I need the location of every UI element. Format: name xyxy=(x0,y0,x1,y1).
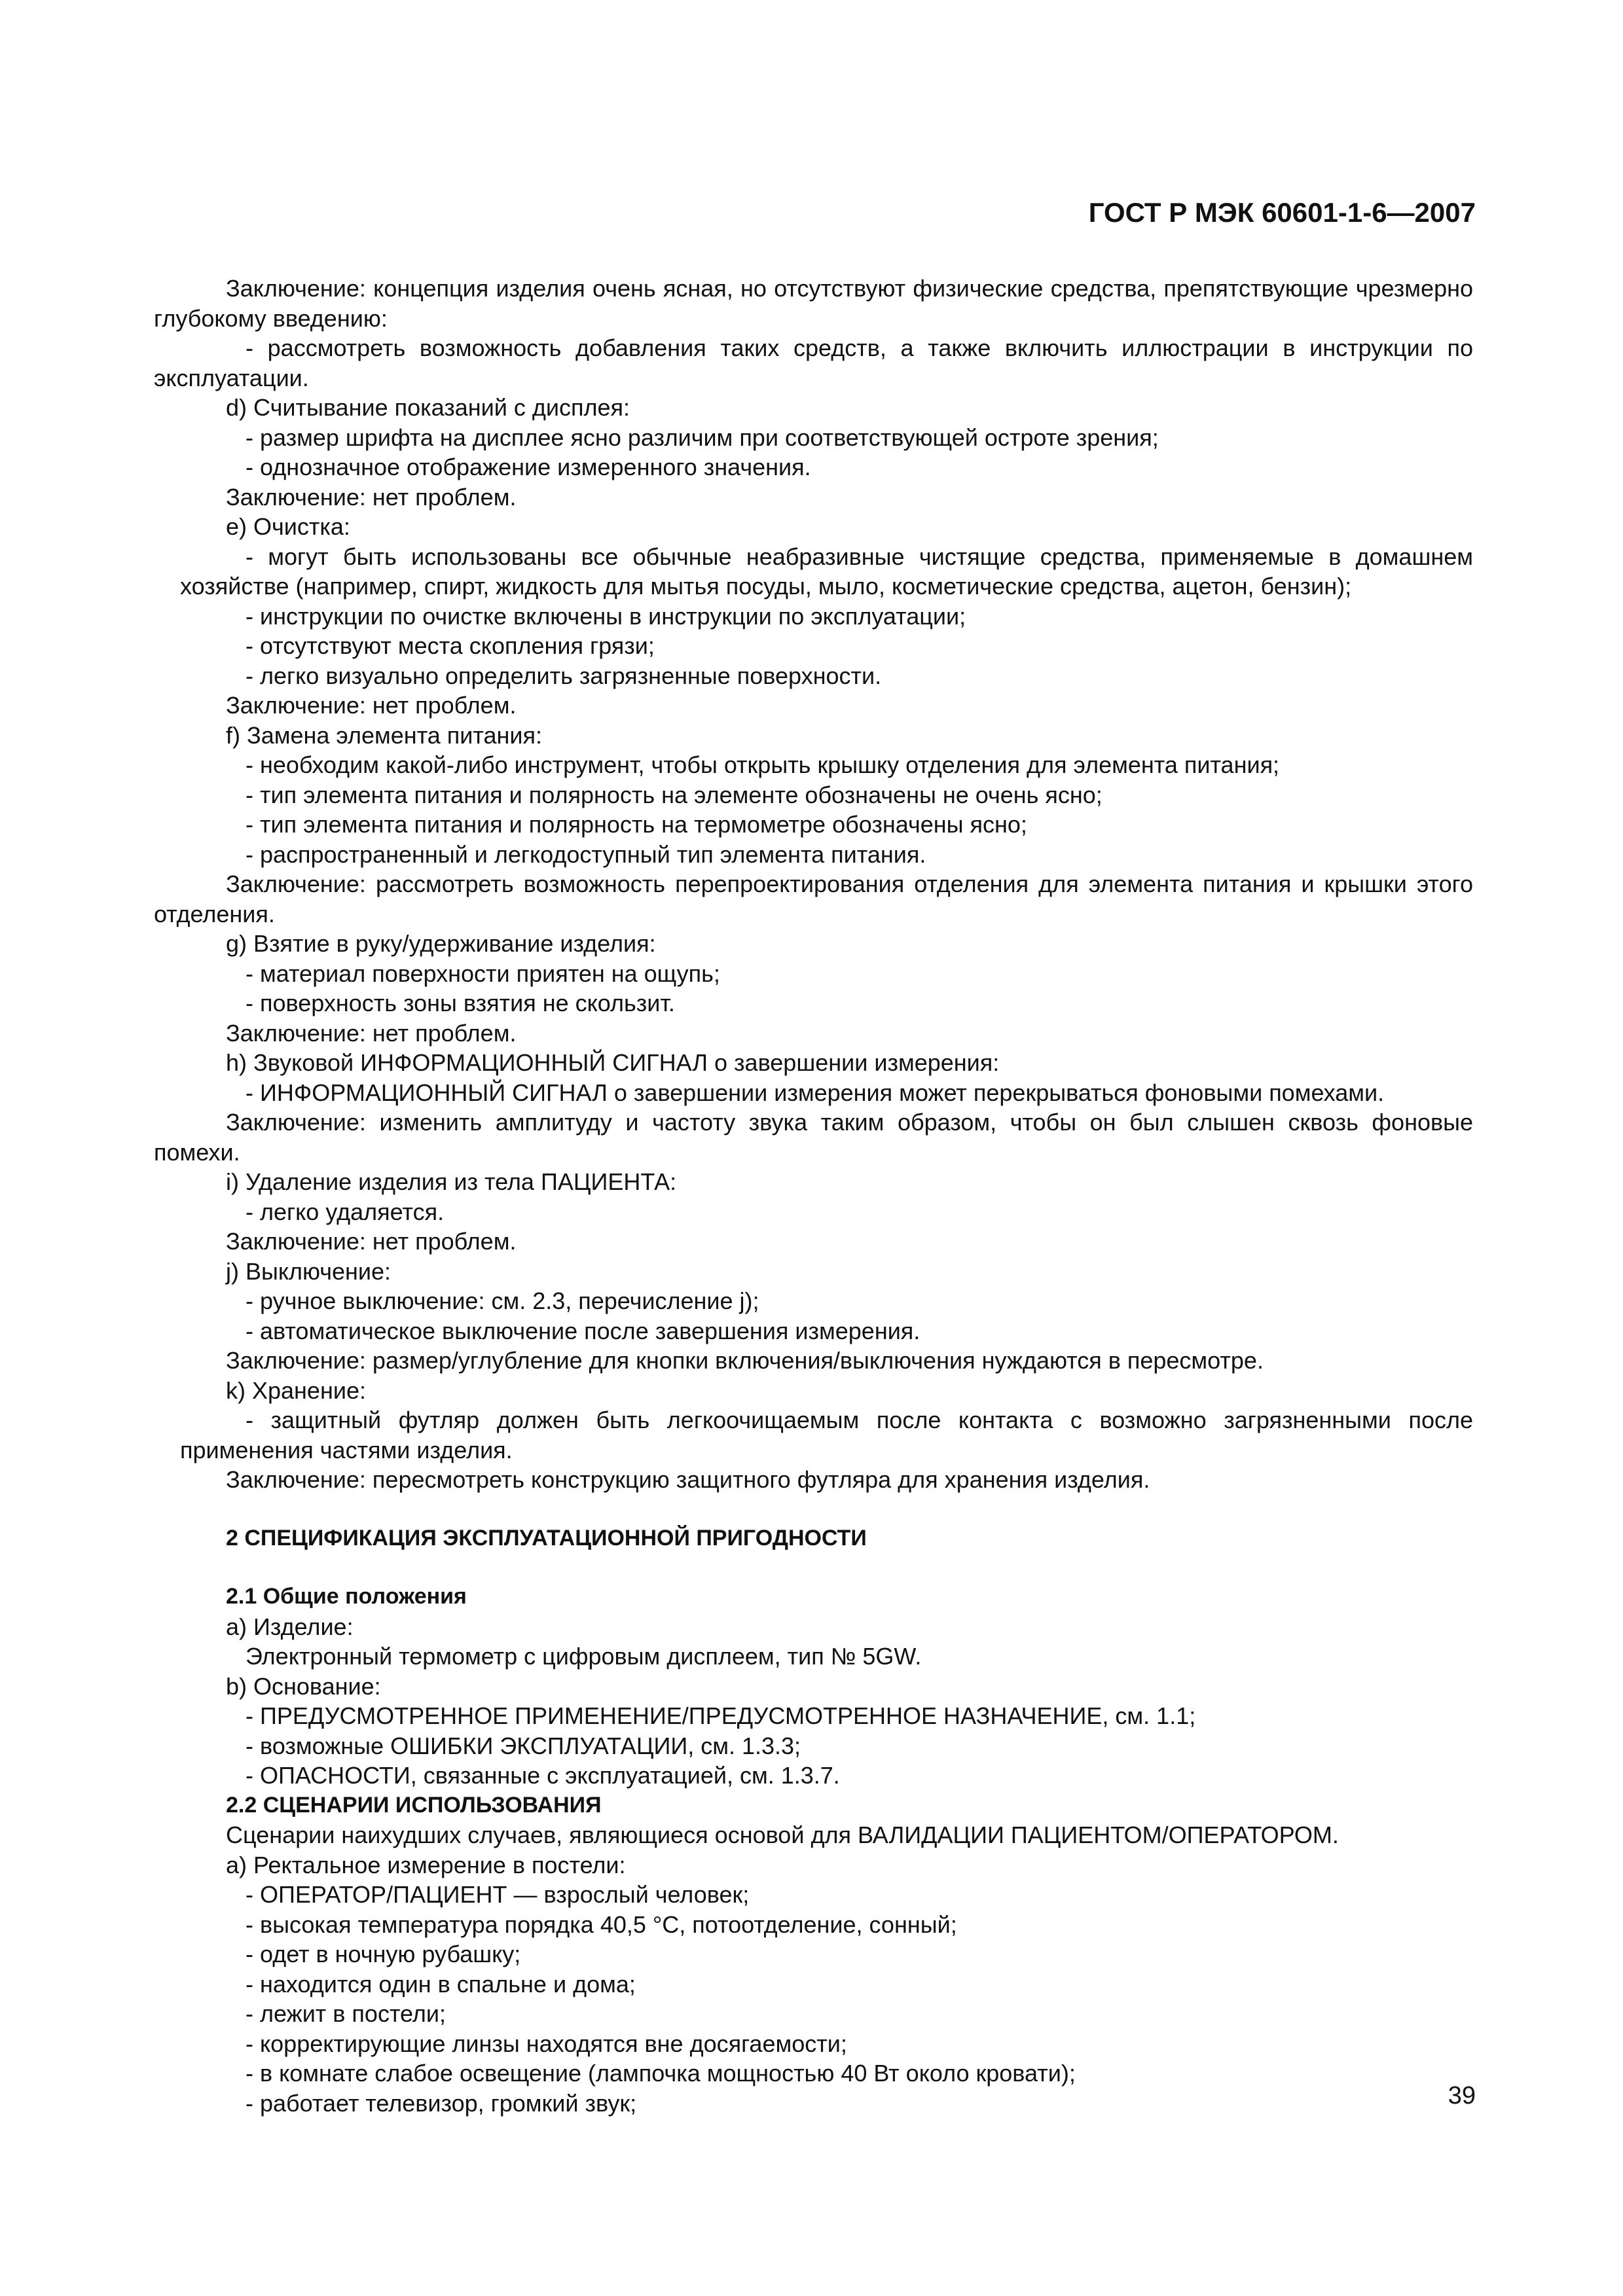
document-code-header: ГОСТ Р МЭК 60601-1-6—2007 xyxy=(1088,197,1476,228)
item-heading: d) Считывание показаний с дисплея: xyxy=(226,394,630,421)
list-item: - ОПЕРАТОР/ПАЦИЕНТ — взрослый человек; xyxy=(246,1881,750,1908)
list-item: - автоматическое выключение после завершения измерения. xyxy=(246,1317,921,1344)
item-heading: j) Выключение: xyxy=(226,1257,392,1285)
page-number: 39 xyxy=(1448,2082,1476,2109)
paragraph-conclusion: Заключение: нет проблем. xyxy=(226,483,517,511)
list-item: - ручное выключение: см. 2.3, перечисление j); xyxy=(246,1287,759,1314)
paragraph-conclusion: Заключение: размер/углубление для кнопки включения/выключения нуждаются в пересмотре. xyxy=(226,1347,1264,1374)
section-heading: 2 СПЕЦИФИКАЦИЯ ЭКСПЛУАТАЦИОННОЙ ПРИГОДНОСТИ xyxy=(226,1525,867,1551)
list-item: - в комнате слабое освещение (лампочка мощностью 40 Вт около кровати); xyxy=(246,2060,1076,2087)
list-item: - высокая температура порядка 40,5 °С, потоотделение, сонный; xyxy=(246,1910,957,1938)
list-item: - одет в ночную рубашку; xyxy=(246,1941,521,1967)
paragraph: Электронный термометр с цифровым дисплеем, тип № 5GW. xyxy=(246,1643,922,1670)
item-heading: a) Ректальное измерение в постели: xyxy=(226,1851,626,1878)
list-item: - распространенный и легкодоступный тип элемента питания. xyxy=(246,840,926,868)
list-item: - защитный футляр должен быть легкоочищаемым после контакта с возможно загрязненными после применения частями изделия. xyxy=(180,1407,1473,1463)
list-item: - однозначное отображение измеренного значения. xyxy=(246,454,811,480)
item-heading: e) Очистка: xyxy=(226,513,350,540)
list-item: - ПРЕДУСМОТРЕННОЕ ПРИМЕНЕНИЕ/ПРЕДУСМОТРЕННОЕ НАЗНАЧЕНИЕ, см. 1.1; xyxy=(246,1702,1196,1729)
list-item: - необходим какой-либо инструмент, чтобы открыть крышку отделения для элемента питания; xyxy=(246,751,1280,778)
list-item: - работает телевизор, громкий звук; xyxy=(246,2089,637,2117)
item-heading: k) Хранение: xyxy=(226,1376,366,1404)
list-item: - тип элемента питания и полярность на элементе обозначены не очень ясно; xyxy=(246,781,1103,808)
list-item: - размер шрифта на дисплее ясно различим при соответствующей остроте зрения; xyxy=(246,423,1159,451)
paragraph-conclusion: Заключение: концепция изделия очень ясная, но отсутствуют физические средства, препятствующие чрезмерно глубокому введению: xyxy=(154,275,1473,332)
list-item: - рассмотреть возможность добавления таких средств, а также включить иллюстрации в инструкции по эксплуатации. xyxy=(154,334,1473,391)
list-item: - ОПАСНОСТИ, связанные с эксплуатацией, см. 1.3.7. xyxy=(246,1762,840,1789)
subsection-heading: 2.1 Общие положения xyxy=(226,1584,467,1609)
list-item: - корректирующие линзы находятся вне досягаемости; xyxy=(246,2030,847,2057)
item-heading: i) Удаление изделия из тела ПАЦИЕНТА: xyxy=(226,1168,677,1195)
list-item: - могут быть использованы все обычные неабразивные чистящие средства, применяемые в домашнем хозяйстве (например, спирт, жидкость для мытья посуды, мыло, косметические средства, ацетон, бензин); xyxy=(180,543,1473,600)
paragraph-conclusion: Заключение: нет проблем. xyxy=(226,1019,517,1047)
paragraph-conclusion: Заключение: изменить амплитуду и частоту звука таким образом, чтобы он был слышен сквозь фоновые помехи. xyxy=(154,1109,1473,1166)
item-heading: g) Взятие в руку/удерживание изделия: xyxy=(226,930,656,957)
list-item: - ИНФОРМАЦИОННЫЙ СИГНАЛ о завершении измерения может перекрываться фоновыми помехами. xyxy=(246,1079,1385,1106)
item-heading: b) Основание: xyxy=(226,1672,381,1700)
list-item: - инструкции по очистке включены в инструкции по эксплуатации; xyxy=(246,602,966,630)
list-item: - тип элемента питания и полярность на термометре обозначены ясно; xyxy=(246,811,1027,838)
item-heading: h) Звуковой ИНФОРМАЦИОННЫЙ СИГНАЛ о завершении измерения: xyxy=(226,1049,1000,1076)
paragraph-conclusion: Заключение: нет проблем. xyxy=(226,692,517,719)
list-item: - лежит в постели; xyxy=(246,2000,446,2027)
list-item: - легко визуально определить загрязненные поверхности. xyxy=(246,662,882,689)
paragraph: Сценарии наихудших случаев, являющиеся основой для ВАЛИДАЦИИ ПАЦИЕНТОМ/ОПЕРАТОРОМ. xyxy=(226,1821,1339,1848)
paragraph-conclusion: Заключение: нет проблем. xyxy=(226,1228,517,1255)
list-item: - легко удаляется. xyxy=(246,1198,445,1225)
paragraph-conclusion: Заключение: рассмотреть возможность перепроектирования отделения для элемента питания и крышки этого отделения. xyxy=(154,870,1473,927)
list-item: - материал поверхности приятен на ощупь; xyxy=(246,960,720,987)
paragraph-conclusion: Заключение: пересмотреть конструкцию защитного футляра для хранения изделия. xyxy=(226,1466,1150,1493)
list-item: - отсутствуют места скопления грязи; xyxy=(246,632,655,659)
item-heading: f) Замена элемента питания: xyxy=(226,721,542,749)
list-item: - возможные ОШИБКИ ЭКСПЛУАТАЦИИ, см. 1.3.3; xyxy=(246,1732,801,1759)
page-body xyxy=(154,274,1473,2118)
list-item: - находится один в спальне и дома; xyxy=(246,1970,636,1998)
list-item: - поверхность зоны взятия не скользит. xyxy=(246,990,675,1016)
subsection-heading: 2.2 СЦЕНАРИИ ИСПОЛЬЗОВАНИЯ xyxy=(226,1792,602,1818)
item-heading: a) Изделие: xyxy=(226,1613,354,1640)
